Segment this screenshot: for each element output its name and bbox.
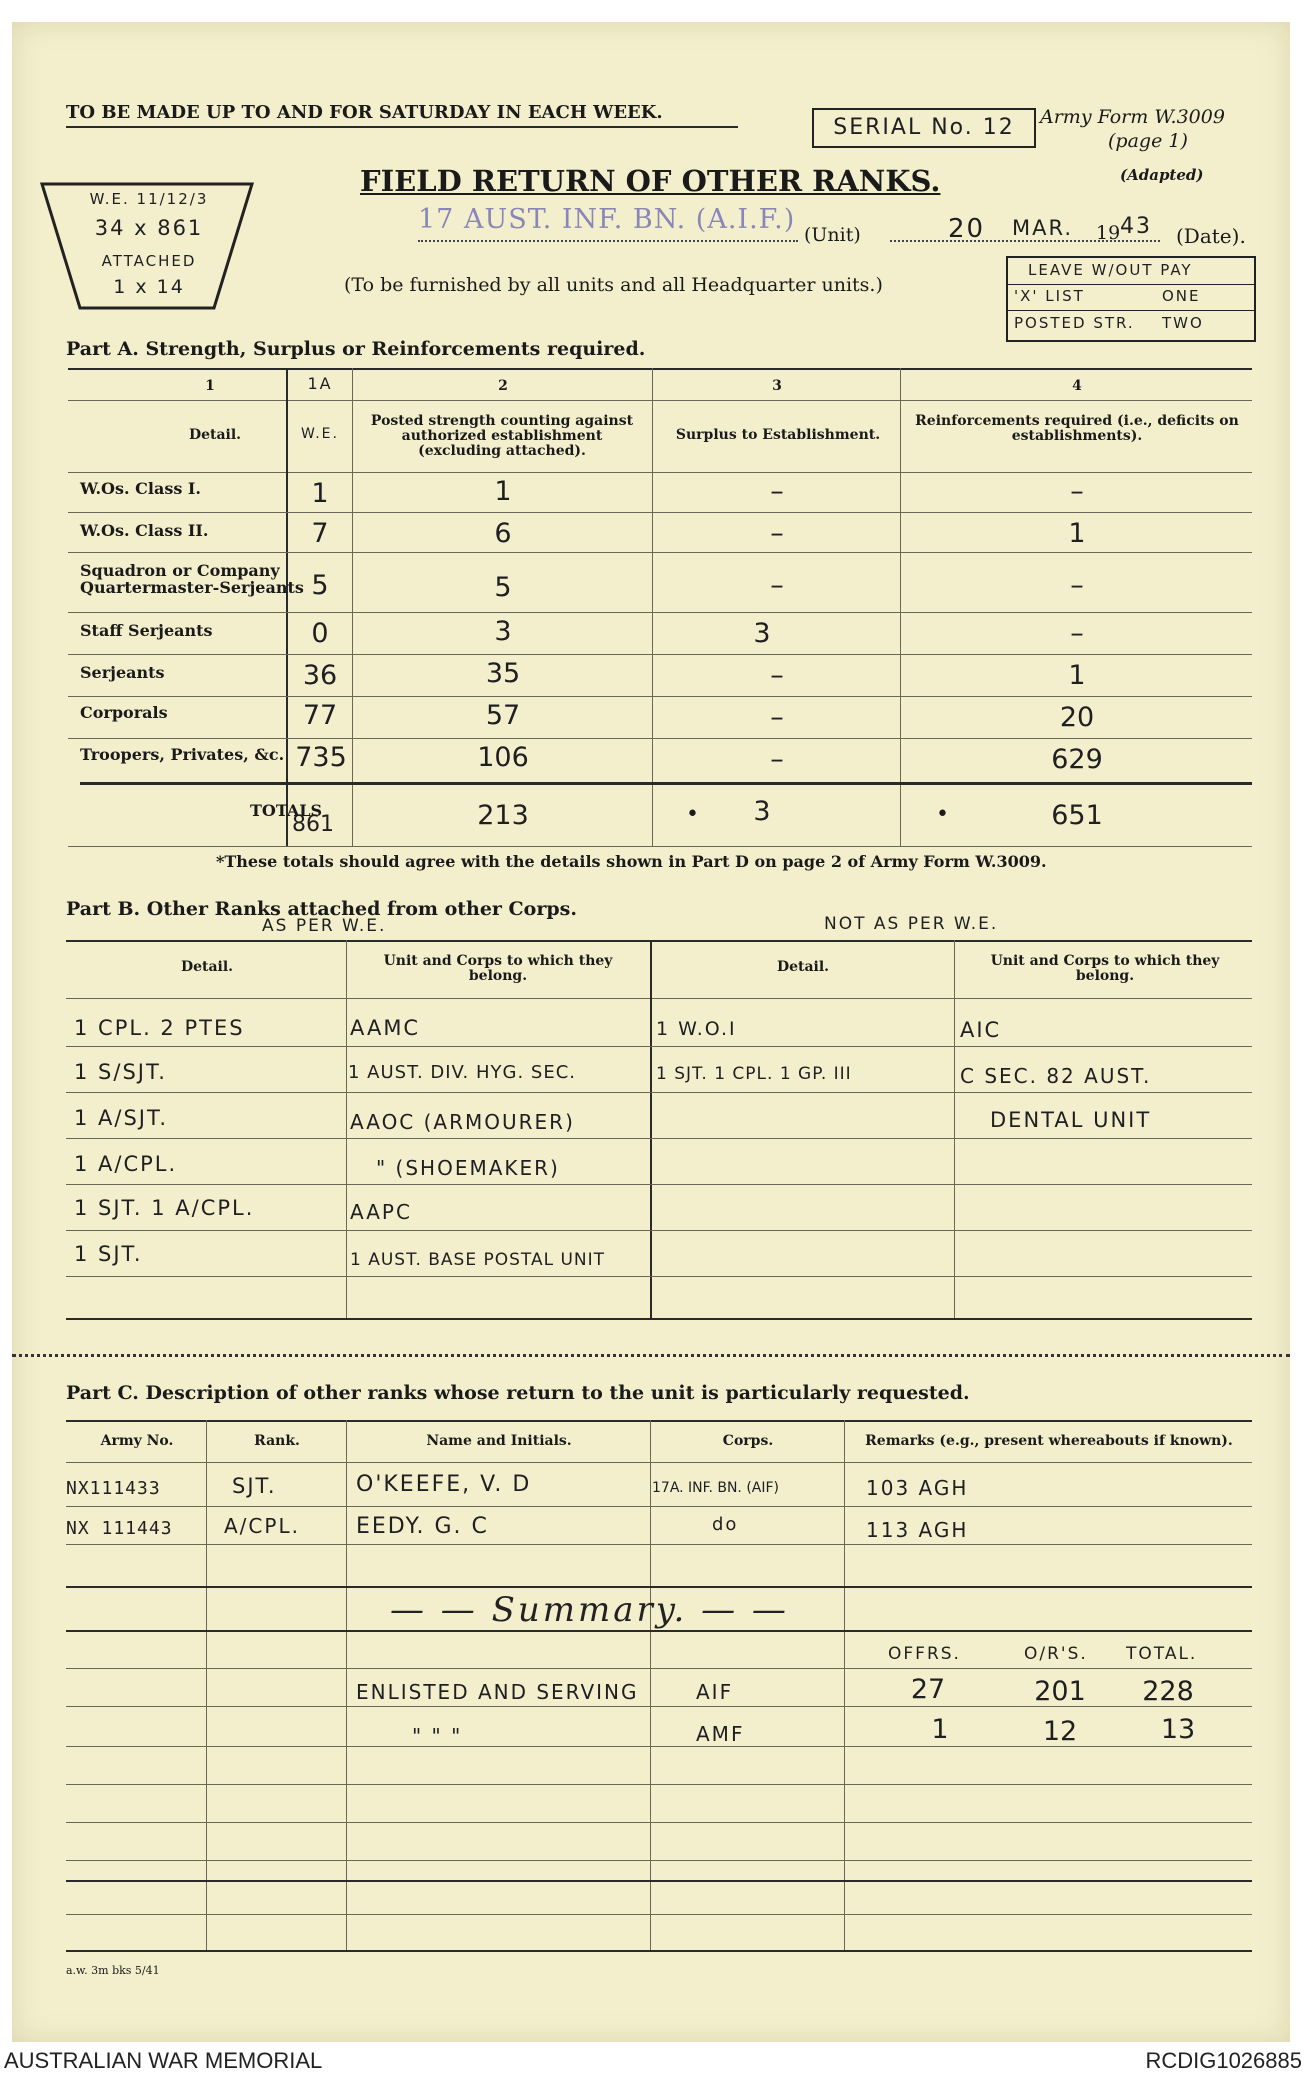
part-b-vline-1 [346,940,347,1318]
row-posted: 6 [494,518,512,549]
row-surplus: – [770,702,784,733]
row-line [68,738,1252,739]
page-label: (page 1) [1108,130,1188,152]
row-line [68,552,1252,553]
remarks-header: Remarks (e.g., present whereabouts if known). [865,1433,1233,1449]
part-b-right-unit: DENTAL UNIT [990,1108,1152,1132]
row-surplus: – [770,570,784,601]
part-c-vline-2 [346,1420,347,1950]
part-b-left-unit: 1 AUST. DIV. HYG. SEC. [348,1062,577,1083]
we-stamp-line-4: 1 x 14 [113,276,185,298]
row-line-heavy [66,1880,1252,1882]
row-we: 5 [311,570,329,601]
unit-dotted-line [418,240,798,242]
part-b-unit-header-left: Unit and Corps to which they belong. [383,953,613,984]
row-detail: Troopers, Privates, &c. [80,745,285,764]
part-b-title: Part B. Other Ranks attached from other Corps. [66,898,577,920]
part-c-name: O'KEEFE, V. D [356,1472,532,1497]
surplus-header: Surplus to Establishment. [675,427,881,443]
row-line [66,1276,1252,1277]
date-day: 20 [948,214,986,244]
part-c-bottom-line [66,1950,1252,1952]
row-surplus: – [770,744,784,775]
part-c-rank: SJT. [232,1474,277,1498]
part-c-vline-3 [650,1420,651,1950]
totals-label: TOTALS [250,801,323,820]
summary-title: — — Summary. — — [390,1590,789,1630]
row-we: 36 [302,660,338,691]
we-stamp-line-3: ATTACHED [101,252,197,270]
part-c-corps: do [712,1514,739,1535]
row-we: 7 [311,518,329,549]
part-b-left-unit: 1 AUST. BASE POSTAL UNIT [350,1250,606,1270]
part-b-bottom-line [66,1318,1252,1320]
row-posted: 106 [477,742,529,773]
summary-total-header: TOTAL. [1126,1644,1198,1664]
part-c-title: Part C. Description of other ranks whose return to the unit is particularly requested. [66,1382,970,1404]
row-detail: W.Os. Class II. [80,521,209,540]
row-line [68,512,1252,513]
row-detail: W.Os. Class I. [80,479,201,498]
row-detail: Corporals [80,703,168,722]
rank-header: Rank. [254,1433,300,1449]
col-num-1a: 1A [307,374,333,393]
corps-header: Corps. [722,1433,774,1449]
instruction-text: TO BE MADE UP TO AND FOR SATURDAY IN EACH WEEK. [66,102,663,123]
part-c-name: EEDY. G. C [356,1514,489,1539]
form-title: FIELD RETURN OF OTHER RANKS. [360,164,941,198]
row-we: 0 [311,618,329,649]
part-a-vline-3 [652,368,653,846]
row-reinf: – [1070,570,1084,601]
col-num-1: 1 [205,378,215,394]
adapted-label: (Adapted) [1120,166,1204,184]
summary-row-ors: 201 [1034,1676,1086,1707]
row-line [66,1822,1252,1823]
row-we: 1 [311,478,329,509]
row-detail: Squadron or Company Quartermaster-Serjeants [80,561,304,597]
row-surplus: – [770,660,784,691]
reinf-header: Reinforcements required (i.e., deficits on establishments). [915,413,1239,444]
part-a-top-line [68,368,1252,370]
part-b-right-unit: C SEC. 82 AUST. [960,1064,1152,1088]
date-year: 43 [1120,214,1152,239]
totals-reinf-asterisk: • [936,802,949,827]
col-num-2: 2 [498,378,508,394]
totals-note: *These totals should agree with the details shown in Part D on page 2 of Army Form W.3009. [216,852,1047,871]
row-line [66,1138,1252,1139]
leave-box-line-1 [1006,284,1254,285]
part-a-title: Part A. Strength, Surplus or Reinforcements required. [66,338,646,360]
perforation-line [12,1354,1290,1357]
we-header: W.E. [301,426,339,442]
part-b-detail-header-left: Detail. [180,959,234,975]
unit-label: (Unit) [804,224,861,246]
part-c-vline-4 [844,1420,845,1950]
row-line [66,1544,1252,1545]
totals-reinf: 651 [1051,800,1103,831]
part-b-left-detail: 1 SJT. 1 A/CPL. [74,1196,255,1220]
part-b-left-detail: 1 S/SJT. [74,1060,167,1084]
summary-row-corps: AIF [696,1680,734,1704]
part-b-left-unit: AAMC [350,1016,421,1040]
posted-str-value: TWO [1162,314,1204,332]
row-line [66,1668,1252,1669]
summary-top-line [66,1586,1252,1588]
detail-header: Detail. [188,427,242,443]
part-b-left-detail: 1 CPL. 2 PTES [74,1016,245,1040]
row-line [66,1184,1252,1185]
footer-record-id: RCDIG1026885 [1145,2048,1302,2073]
summary-row-label: " " " [412,1724,463,1748]
x-list-label: 'X' LIST [1014,287,1085,305]
date-year-printed: 19 [1096,222,1121,244]
totals-line [80,782,1252,785]
row-detail: Serjeants [80,663,165,682]
army-no-header: Army No. [100,1433,174,1449]
part-c-rank: A/CPL. [224,1514,300,1538]
totals-we: 861 [292,812,334,837]
summary-row-offrs: 27 [910,1674,946,1705]
row-posted: 57 [485,700,521,731]
unit-stamp: 17 AUST. INF. BN. (A.I.F.) [418,204,796,235]
totals-posted: 213 [477,800,529,831]
row-posted: 5 [494,572,512,603]
part-c-remarks: 103 AGH [866,1476,969,1500]
part-b-left-unit: " (SHOEMAKER) [376,1156,560,1180]
row-line [66,1914,1252,1915]
row-reinf: – [1070,476,1084,507]
totals-surplus-asterisk: • [686,802,699,827]
part-a-header-line [68,472,1252,473]
part-a-colnum-line [68,400,1252,401]
row-surplus: – [770,476,784,507]
row-detail: Staff Serjeants [80,621,213,640]
row-line [66,1092,1252,1093]
totals-surplus: 3 [753,796,771,827]
part-b-left-detail: 1 A/CPL. [74,1152,178,1176]
date-label: (Date). [1176,224,1246,248]
row-line [68,654,1252,655]
row-line [66,1230,1252,1231]
summary-row-ors: 12 [1042,1716,1078,1747]
part-a-bottom-line [68,846,1252,847]
row-line [66,1506,1252,1507]
part-b-detail-header-right: Detail. [776,959,830,975]
part-c-army-no: NX111433 [66,1478,161,1499]
summary-row-label: ENLISTED AND SERVING [356,1680,639,1704]
part-a-vline-4 [900,368,901,846]
row-line [68,612,1252,613]
part-a-vline-2 [352,368,353,846]
row-reinf: 629 [1051,744,1103,775]
row-line [66,1860,1252,1861]
row-posted: 1 [494,476,512,507]
part-c-top-line [66,1420,1252,1422]
we-stamp-line-2: 34 x 861 [94,216,204,240]
date-month: MAR. [1012,216,1074,240]
summary-row-offrs: 1 [931,1714,949,1745]
part-b-right-unit: AIC [960,1018,1002,1042]
posted-str-label: POSTED STR. [1014,314,1135,332]
posted-header: Posted strength counting against authorized establishment (excluding attached). [370,413,634,459]
summary-offrs-header: OFFRS. [888,1644,961,1664]
leave-box-line-2 [1006,310,1254,311]
row-posted: 35 [485,658,521,689]
row-reinf: – [1070,618,1084,649]
part-b-header-line [66,998,1252,999]
leave-wout-pay-label: LEAVE W/OUT PAY [1028,261,1193,279]
part-b-left-detail: 1 SJT. [74,1242,143,1266]
part-c-corps: 17A. INF. BN. (AIF) [652,1480,780,1496]
row-reinf: 1 [1068,660,1086,691]
name-header: Name and Initials. [426,1433,572,1449]
row-posted: 3 [494,616,512,647]
row-line [66,1784,1252,1785]
row-we: 735 [295,742,347,773]
instruction-underline [66,126,738,128]
row-surplus: 3 [753,618,771,649]
part-c-remarks: 113 AGH [866,1518,969,1542]
row-we: 77 [302,700,338,731]
row-line [68,696,1252,697]
part-c-army-no: NX 111443 [66,1518,173,1539]
part-b-left-unit: AAOC (ARMOURER) [350,1110,575,1134]
summary-ors-header: O/R'S. [1024,1644,1088,1664]
part-c-header-line [66,1462,1252,1463]
row-surplus: – [770,518,784,549]
part-b-right-detail: 1 SJT. 1 CPL. 1 GP. III [656,1064,852,1084]
col-num-3: 3 [772,378,782,394]
footer-institution: AUSTRALIAN WAR MEMORIAL [4,2048,323,2073]
part-b-not-as-per-we: NOT AS PER W.E. [824,914,999,934]
we-stamp-line-1: W.E. 11/12/3 [89,190,209,208]
part-b-vline-2 [650,940,652,1318]
row-reinf: 20 [1059,702,1095,733]
col-num-4: 4 [1072,378,1082,394]
part-b-left-unit: AAPC [350,1200,412,1224]
summary-row-corps: AMF [696,1722,745,1746]
part-b-vline-3 [954,940,955,1318]
army-form-label: Army Form W.3009 [1040,106,1225,128]
print-code: a.w. 3m bks 5/41 [66,1964,160,1977]
summary-line [66,1630,1252,1632]
part-c-vline-1 [206,1420,207,1950]
x-list-value: ONE [1162,287,1201,305]
row-line [66,1046,1252,1047]
part-b-as-per-we: AS PER W.E. [262,916,387,936]
summary-row-total: 228 [1142,1676,1194,1707]
furnished-note: (To be furnished by all units and all Headquarter units.) [344,274,883,296]
part-b-unit-header-right: Unit and Corps to which they belong. [990,953,1220,984]
part-b-right-detail: 1 W.O.I [656,1018,737,1040]
summary-row-total: 13 [1160,1714,1196,1745]
row-reinf: 1 [1068,518,1086,549]
part-b-left-detail: 1 A/SJT. [74,1106,169,1130]
serial-box: SERIAL No. 12 [812,108,1036,148]
part-b-top-line [66,940,1252,942]
